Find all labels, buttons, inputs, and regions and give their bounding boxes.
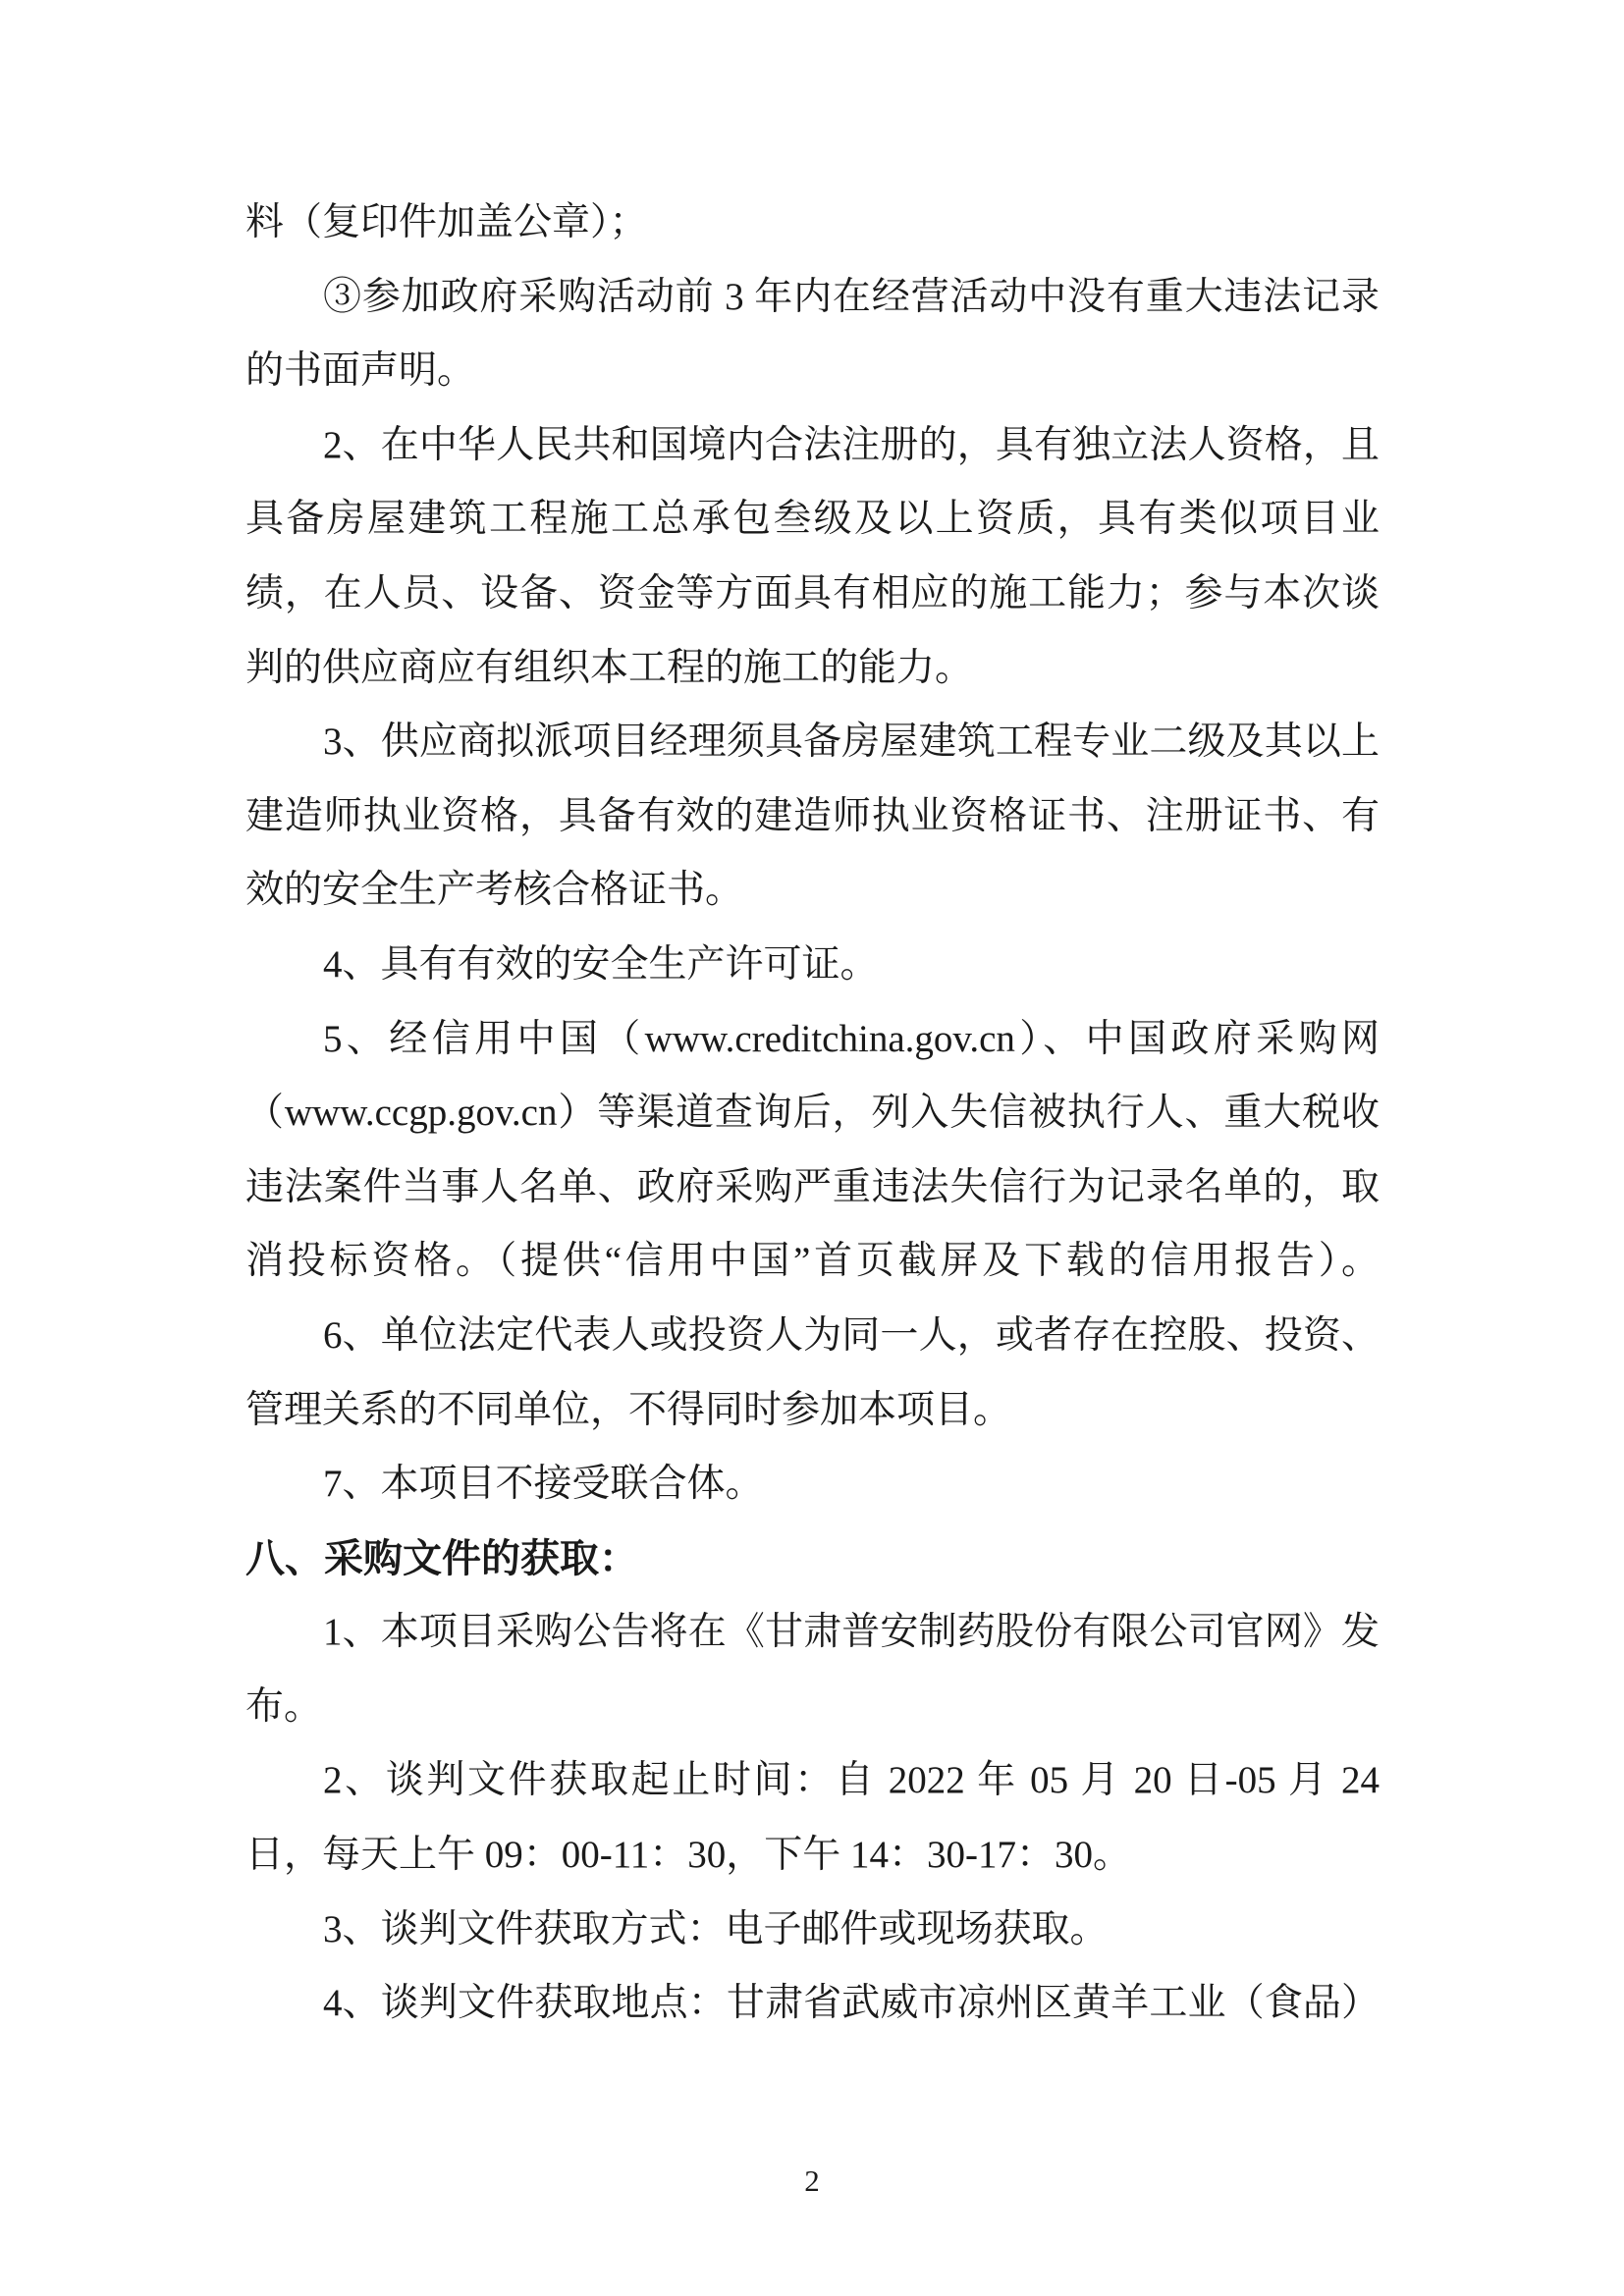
text-line: 违法案件当事人名单、政府采购严重违法失信行为记录名单的，取: [245, 1165, 1380, 1208]
text-line: 料（复印件加盖公章）；: [245, 201, 648, 243]
text-line-item-1: 1、本项目采购公告将在《甘肃普安制药股份有限公司官网》发: [323, 1611, 1380, 1654]
text-line: （www.ccgp.gov.cn）等渠道查询后，列入失信被执行人、重大税收: [245, 1092, 1380, 1135]
page-number: 2: [804, 2163, 820, 2198]
text-line: 具备房屋建筑工程施工总承包叁级及以上资质，具有类似项目业: [245, 498, 1380, 541]
text-line: 日，每天上午 09：00-11：30，下午 14：30-17：30。: [245, 1834, 1132, 1877]
text-line: 管理关系的不同单位，不得同时参加本项目。: [245, 1388, 1012, 1431]
text-line-item-5: 5、经信用中国（www.creditchina.gov.cn）、中国政府采购网: [323, 1017, 1380, 1060]
section-heading-procurement-documents: 八、采购文件的获取：: [245, 1535, 638, 1580]
text-line-item-3-method: 3、谈判文件获取方式：电子邮件或现场获取。: [323, 1907, 1109, 1950]
text-line-item-4-location: 4、谈判文件获取地点：甘肃省武威市凉州区黄羊工业（食品）: [323, 1982, 1380, 2025]
text-line: 建造师执业资格，具备有效的建造师执业资格证书、注册证书、有: [245, 794, 1380, 837]
text-line-item-4: 4、具有有效的安全生产许可证。: [323, 942, 879, 986]
text-line: 判的供应商应有组织本工程的施工的能力。: [245, 646, 974, 689]
text-line-item-6: 6、单位法定代表人或投资人为同一人，或者存在控股、投资、: [323, 1313, 1380, 1357]
text-line-item-7: 7、本项目不接受联合体。: [323, 1463, 764, 1506]
text-line: 布。: [245, 1684, 323, 1728]
text-line: 绩，在人员、设备、资金等方面具有相应的施工能力；参与本次谈: [245, 571, 1380, 614]
text-line-item-2: 2、在中华人民共和国境内合法注册的，具有独立法人资格，且: [323, 423, 1380, 466]
text-line: 的书面声明。: [245, 349, 476, 393]
text-line: 效的安全生产考核合格证书。: [245, 869, 744, 912]
text-line-item-2-time: 2、谈判文件获取起止时间：自 2022 年 05 月 20 日-05 月 24: [323, 1759, 1380, 1802]
text-line: ③参加政府采购活动前 3 年内在经营活动中没有重大违法记录: [323, 275, 1380, 318]
text-line: 消投标资格。（提供“信用中国”首页截屏及下载的信用报告）。: [245, 1240, 1380, 1283]
document-body: [245, 186, 1380, 2041]
text-line-item-3: 3、供应商拟派项目经理须具备房屋建筑工程专业二级及其以上: [323, 721, 1380, 764]
